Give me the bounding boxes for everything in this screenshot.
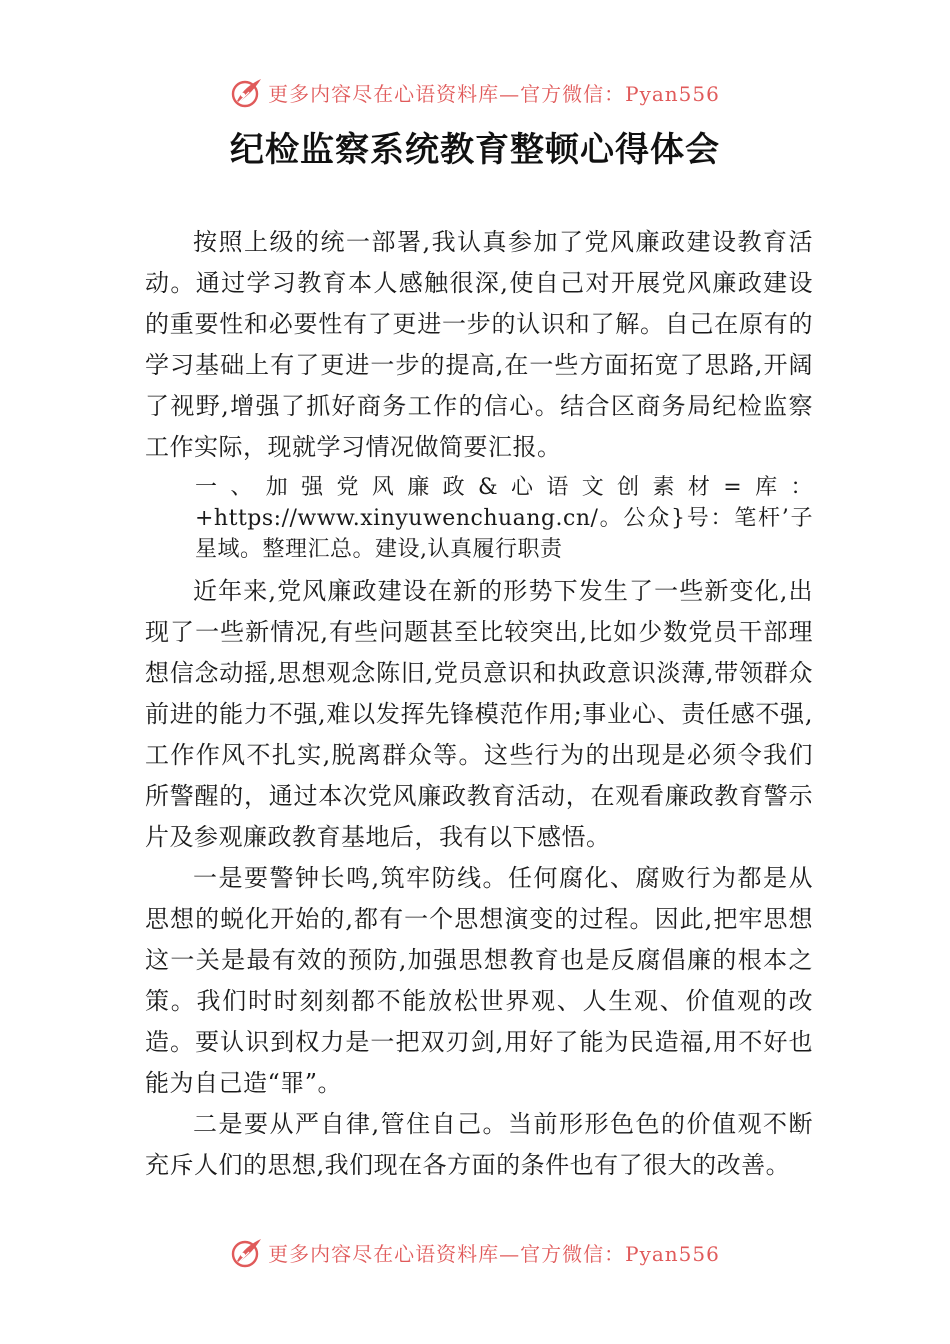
- paragraph-point-2: 二是要从严自律,管住自己。当前形形色色的价值观不断充斥人们的思想,我们现在各方面的条件也有了很大的改善。: [145, 1110, 813, 1179]
- section-heading-1: 一、加强党风廉政&心语文创素材=库：+https://www.xinyuwenchuang.cn/。公众}号：笔杆’子星域。整理汇总。建设,认真履行职责: [195, 475, 813, 562]
- footer-banner: [0, 1232, 950, 1272]
- quill-pen-icon: [230, 75, 264, 109]
- document-body: [145, 222, 813, 1186]
- header-banner: [0, 72, 950, 112]
- paragraph-point-1: 一是要警钟长鸣,筑牢防线。任何腐化、腐败行为都是从思想的蜕化开始的,都有一个思想演变的过程。因此,把牢思想这一关是最有效的预防,加强思想教育也是反腐倡廉的根本之策。我们时时刻刻都不能放松世界观、人生观、价值观的改造。要认识到权力是一把双刃剑,用好了能为民造福,用不好也能为自己造“罪”。: [145, 864, 813, 1097]
- paragraph-intro: 按照上级的统一部署,我认真参加了党风廉政建设教育活动。通过学习教育本人感触很深,使自己对开展党风廉政建设的重要性和必要性有了更进一步的认识和了解。自己在原有的学习基础上有了更进一步的提高,在一些方面拓宽了思路,开阔了视野,增强了抓好商务工作的信心。结合区商务局纪检监察工作实际，现就学习情况做简要汇报。: [145, 228, 813, 461]
- header-banner-text: 更多内容尽在心语资料库—官方微信：Pyan556: [268, 81, 720, 106]
- footer-banner-text: 更多内容尽在心语资料库—官方微信：Pyan556: [268, 1241, 720, 1266]
- page-title: 纪检监察系统教育整顿心得体会: [230, 130, 720, 170]
- quill-pen-icon: [230, 1235, 264, 1269]
- paragraph-situation: 近年来,党风廉政建设在新的形势下发生了一些新变化,出现了一些新情况,有些问题甚至比较突出,比如少数党员干部理想信念动摇,思想观念陈旧,党员意识和执政意识淡薄,带领群众前进的能力不强,难以发挥先锋模范作用;事业心、责任感不强,工作作风不扎实,脱离群众等。这些行为的出现是必须令我们所警醒的，通过本次党风廉政教育活动，在观看廉政教育警示片及参观廉政教育基地后，我有以下感悟。: [145, 577, 813, 851]
